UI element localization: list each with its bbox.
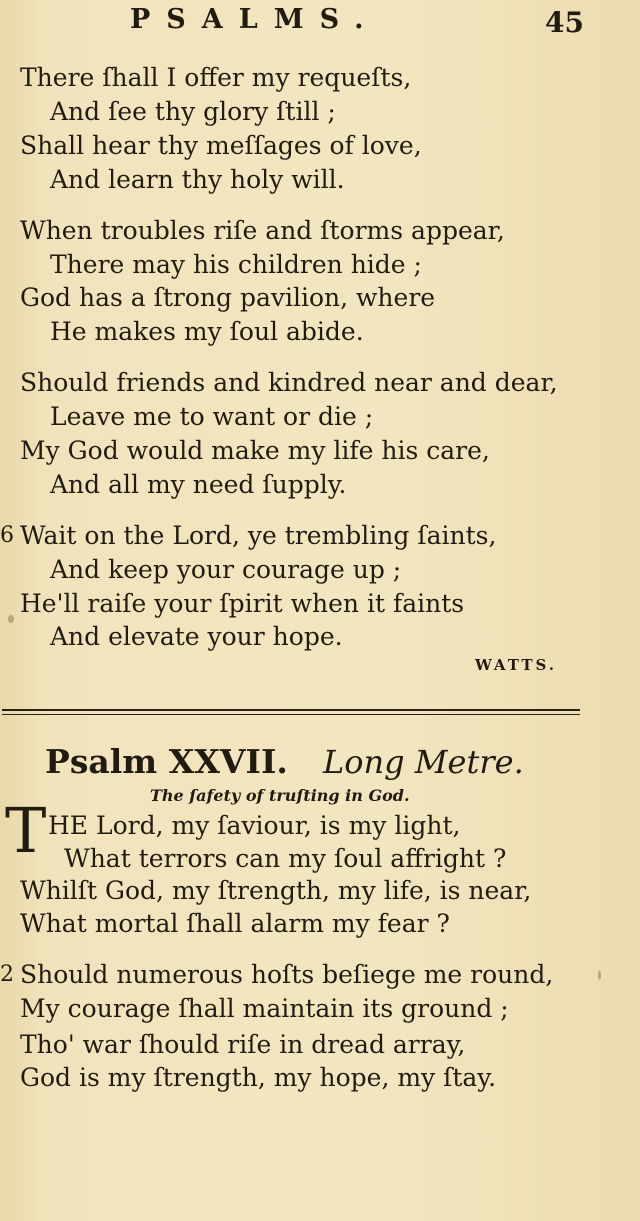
verse-line: When troubles riſe and ſtorms appear,	[20, 216, 505, 245]
verse-line: And ſee thy glory ſtill ;	[50, 97, 336, 126]
ink-spot	[598, 970, 601, 980]
verse-line: What mortal ſhall alarm my fear ?	[20, 909, 450, 938]
psalm-title: Psalm XXVII.	[45, 742, 288, 781]
verse-line: And elevate your hope.	[50, 622, 343, 651]
verse-line: Shall hear thy meſſages of love,	[20, 131, 422, 160]
ink-spot	[8, 615, 14, 623]
verse-line: HE Lord, my ſaviour, is my light,	[48, 811, 461, 840]
divider-rule	[2, 709, 580, 711]
running-title: PSALMS.	[130, 4, 380, 35]
verse-line: There ſhall I offer my requeſts,	[20, 63, 412, 92]
verse-line: There may his children hide ;	[50, 250, 422, 279]
psalm-subtitle: The ſafety of truſting in God.	[150, 786, 410, 805]
drop-cap: T	[5, 794, 47, 867]
verse-line: He makes my ſoul abide.	[50, 317, 364, 346]
verse-line: What terrors can my ſoul affright ?	[64, 844, 507, 873]
verse-line: Wait on the Lord, ye trembling ſaints,	[20, 521, 497, 550]
verse-line: God is my ſtrength, my hope, my ſtay.	[20, 1063, 497, 1092]
verse-line: And all my need ſupply.	[50, 470, 347, 499]
verse-number: 2	[0, 962, 14, 987]
psalm-heading	[45, 742, 524, 781]
verse-line: Should numerous hoſts beſiege me round,	[20, 960, 554, 989]
verse-line: And learn thy holy will.	[50, 165, 345, 194]
verse-line: He'll raiſe your ſpirit when it faints	[20, 589, 465, 618]
verse-line: God has a ſtrong pavilion, where	[20, 283, 436, 312]
verse-line: Leave me to want or die ;	[50, 402, 374, 431]
divider-rule	[2, 714, 580, 715]
verse-line: Should friends and kindred near and dear,	[20, 368, 558, 397]
author-attribution: WATTS.	[475, 656, 558, 674]
verse-line: My courage ſhall maintain its ground ;	[20, 994, 509, 1023]
verse-number: 6	[0, 523, 14, 548]
page-number: 45	[545, 6, 584, 39]
verse-line: And keep your courage up ;	[50, 555, 402, 584]
verse-line: Tho' war ſhould riſe in dread array,	[20, 1030, 466, 1059]
verse-line: Whilſt God, my ſtrength, my life, is near,	[20, 876, 532, 905]
verse-line: My God would make my life his care,	[20, 436, 490, 465]
psalm-metre: Long Metre.	[323, 743, 524, 781]
